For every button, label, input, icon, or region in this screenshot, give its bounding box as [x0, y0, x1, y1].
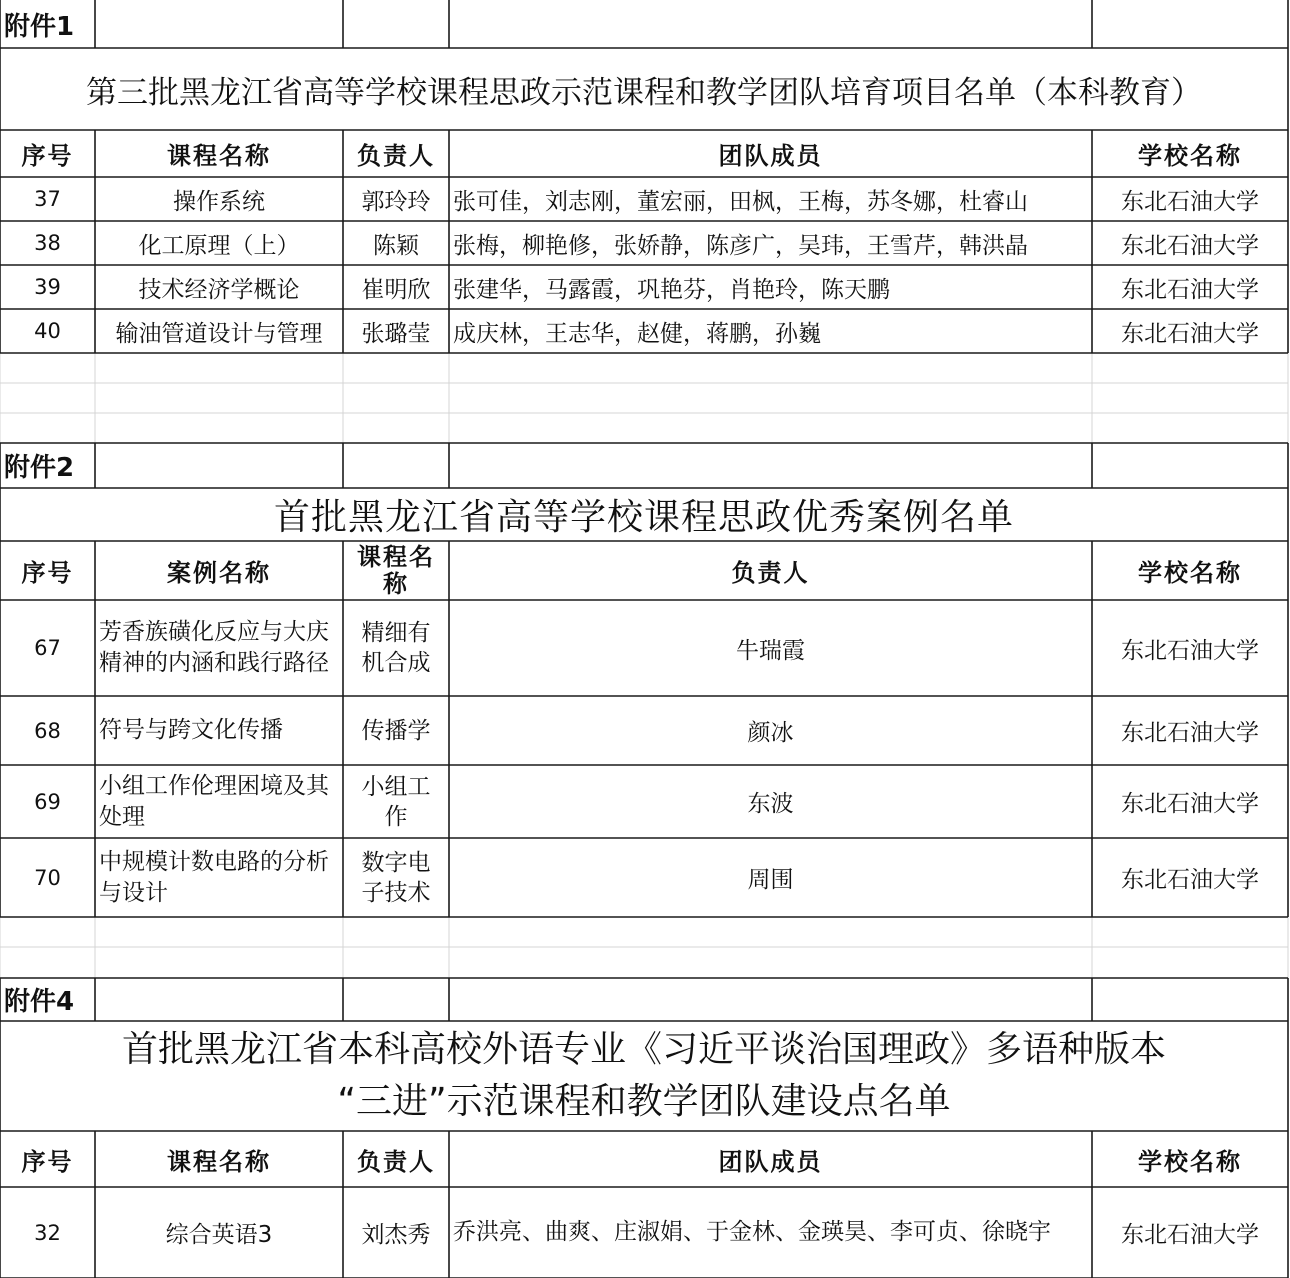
- annex1-row-no[interactable]: 40: [34, 319, 61, 343]
- annex2-header-course[interactable]: 课程名称: [357, 542, 435, 598]
- annex4-header-course[interactable]: 课程名称: [167, 1147, 271, 1176]
- annex1-row-members[interactable]: 张建华，马露霞，巩艳芬，肖艳玲，陈天鹏: [453, 276, 890, 303]
- annex1-row-school[interactable]: 东北石油大学: [1121, 188, 1259, 215]
- annex2-row-no[interactable]: 69: [34, 789, 61, 814]
- annex4-row-course[interactable]: 综合英语3: [165, 1222, 273, 1248]
- annex2-row-case[interactable]: 符号与跨文化传播: [99, 717, 283, 743]
- annex1-row-members[interactable]: 张可佳，刘志刚，董宏丽，田枫，王梅，苏冬娜，杜睿山: [453, 188, 1028, 215]
- annex1-row-no[interactable]: 37: [34, 187, 61, 211]
- annex2-row-leader[interactable]: 东波: [747, 791, 794, 817]
- annex2-row-school[interactable]: 东北石油大学: [1121, 637, 1259, 664]
- annex2-row-course[interactable]: 小组工作: [361, 773, 431, 830]
- annex2-row-case[interactable]: 芳香族磺化反应与大庆精神的内涵和践行路径: [99, 619, 329, 676]
- annex4-row-leader[interactable]: 刘杰秀: [361, 1222, 431, 1248]
- annex4-row-members[interactable]: 乔洪亮、曲爽、庄淑娟、于金林、金瑛昊、李可贞、徐晓宇: [453, 1219, 1051, 1245]
- annex4-header-school[interactable]: 学校名称: [1138, 1147, 1242, 1176]
- annex1-row-course[interactable]: 技术经济学概论: [138, 276, 300, 303]
- annex4-header-no[interactable]: 序号: [21, 1147, 74, 1176]
- annex1-row-leader[interactable]: 陈颖: [373, 232, 419, 259]
- annex2-row-no[interactable]: 67: [34, 636, 61, 660]
- annex2-header-leader[interactable]: 负责人: [731, 559, 810, 587]
- annex1-row-course[interactable]: 操作系统: [173, 188, 265, 215]
- annex1-row-leader[interactable]: 郭玲玲: [361, 188, 431, 215]
- annex2-row-leader[interactable]: 周围: [747, 867, 794, 893]
- annex1-row-leader[interactable]: 张璐莹: [361, 320, 431, 347]
- annex2-row-course[interactable]: 数字电子技术: [361, 849, 431, 906]
- annex2-header-school[interactable]: 学校名称: [1138, 559, 1242, 587]
- annex1-row-leader[interactable]: 崔明欣: [361, 276, 431, 303]
- annex2-row-case[interactable]: 中规模计数电路的分析与设计: [99, 848, 329, 906]
- annex2-row-leader[interactable]: 颜冰: [747, 720, 794, 746]
- annex1-row-school[interactable]: 东北石油大学: [1121, 320, 1259, 347]
- annex1-header-course[interactable]: 课程名称: [167, 142, 271, 170]
- annex4-title[interactable]: [0, 1021, 1288, 1131]
- annex4-row-no[interactable]: 32: [34, 1220, 61, 1245]
- annex2-row-school[interactable]: 东北石油大学: [1121, 867, 1259, 893]
- annex2-header-no[interactable]: 序号: [21, 559, 74, 587]
- annex4-header-leader[interactable]: 负责人: [357, 1147, 435, 1176]
- annex2-row-course[interactable]: 精细有机合成: [361, 620, 431, 676]
- annex4-title-line2: “三进”示范课程和教学团队建设点名单: [337, 1081, 951, 1122]
- annex2-row-no[interactable]: 70: [34, 865, 61, 890]
- annex1-row-school[interactable]: 东北石油大学: [1121, 232, 1259, 259]
- annex1-title[interactable]: 第三批黑龙江省高等学校课程思政示范课程和教学团队培育项目名单（本科教育）: [86, 74, 1202, 111]
- annex2-row-school[interactable]: 东北石油大学: [1121, 720, 1259, 746]
- annex1-row-members[interactable]: 张梅，柳艳修，张娇静，陈彦广，吴玮，王雪芹，韩洪晶: [453, 232, 1028, 259]
- annex2-row-no[interactable]: 68: [34, 718, 61, 743]
- annex4-label[interactable]: 附件4: [4, 987, 75, 1017]
- annex4-header-members[interactable]: 团队成员: [718, 1147, 823, 1176]
- annex1-row-school[interactable]: 东北石油大学: [1121, 276, 1259, 303]
- annex2-row-school[interactable]: 东北石油大学: [1121, 791, 1259, 817]
- annex2-row-case[interactable]: 小组工作伦理困境及其处理: [99, 772, 329, 830]
- annex1-header-no[interactable]: 序号: [21, 142, 74, 170]
- annex1-row-no[interactable]: 38: [34, 231, 61, 255]
- annex1-row-members[interactable]: 成庆林，王志华，赵健，蒋鹏，孙巍: [453, 320, 821, 347]
- annex4-row-school[interactable]: 东北石油大学: [1121, 1222, 1259, 1248]
- annex1-row-no[interactable]: 39: [34, 275, 61, 299]
- annex2-title[interactable]: 首批黑龙江省高等学校课程思政优秀案例名单: [273, 497, 1014, 538]
- annex4-title-line1: 首批黑龙江省本科高校外语专业《习近平谈治国理政》多语种版本: [121, 1029, 1166, 1070]
- annex2-row-leader[interactable]: 牛瑞霞: [736, 637, 805, 664]
- annex1-row-course[interactable]: 输油管道设计与管理: [115, 320, 323, 347]
- annex2-header-case[interactable]: 案例名称: [167, 559, 271, 587]
- annex1-header-leader[interactable]: 负责人: [357, 142, 435, 170]
- annex2-row-course[interactable]: 传播学: [361, 717, 431, 744]
- annex1-header-school[interactable]: 学校名称: [1138, 142, 1242, 170]
- annex1-row-course[interactable]: 化工原理（上）: [138, 232, 300, 259]
- annex2-label[interactable]: 附件2: [4, 453, 75, 483]
- annex1-label[interactable]: 附件1: [4, 11, 75, 42]
- annex1-header-members[interactable]: 团队成员: [718, 142, 823, 170]
